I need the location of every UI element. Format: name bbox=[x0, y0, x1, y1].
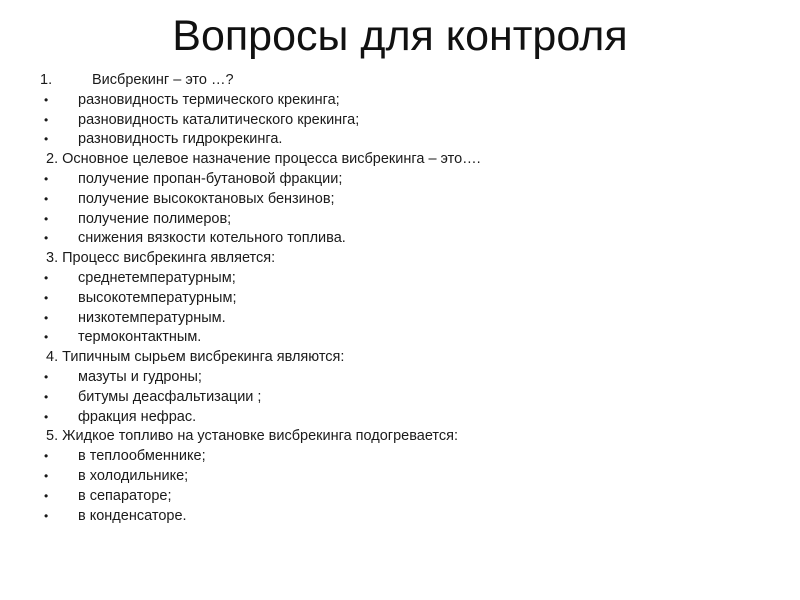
bullet-icon: • bbox=[44, 270, 49, 285]
question-text: Висбрекинг – это …? bbox=[92, 72, 234, 88]
slide-title: Вопросы для контроля bbox=[172, 12, 628, 60]
question-3: 3. Процесс висбрекинга является: bbox=[46, 250, 276, 267]
answer-option-text: разновидность гидрокрекинга. bbox=[78, 131, 283, 148]
answer-option bbox=[40, 269, 780, 289]
answer-option-text: в сепараторе; bbox=[78, 487, 172, 504]
answer-option-text: в конденсаторе. bbox=[78, 507, 187, 524]
answer-option bbox=[40, 190, 780, 210]
bullet-icon: • bbox=[44, 310, 49, 325]
answer-option bbox=[40, 91, 780, 111]
bullet-icon: • bbox=[44, 290, 49, 305]
answer-option-text: получение полимеров; bbox=[78, 210, 232, 227]
bullet-icon: • bbox=[44, 330, 49, 345]
question-4: 4. Типичным сырьем висбрекинга являются: bbox=[46, 349, 345, 366]
bullet-icon: • bbox=[44, 369, 49, 384]
bullet-icon: • bbox=[44, 488, 49, 503]
question-number: 1. bbox=[40, 72, 53, 88]
bullet-icon: • bbox=[44, 409, 49, 424]
bullet-icon: • bbox=[44, 389, 49, 404]
question-list bbox=[40, 71, 780, 526]
answer-option bbox=[40, 467, 780, 487]
answer-option-text: снижения вязкости котельного топлива. bbox=[78, 230, 346, 247]
answer-option bbox=[40, 408, 780, 428]
answer-option bbox=[40, 368, 780, 388]
bullet-icon: • bbox=[44, 508, 49, 523]
answer-option bbox=[40, 328, 780, 348]
answer-option-text: битумы деасфальтизации ; bbox=[78, 388, 262, 405]
answer-option bbox=[40, 289, 780, 309]
bullet-icon: • bbox=[44, 191, 49, 206]
answer-option bbox=[40, 170, 780, 190]
bullet-icon: • bbox=[44, 92, 49, 107]
answer-option-text: в теплообменнике; bbox=[78, 448, 206, 465]
bullet-icon: • bbox=[44, 112, 49, 127]
answer-option-text: высокотемпературным; bbox=[78, 289, 237, 306]
answer-option-text: в холодильнике; bbox=[78, 467, 189, 484]
bullet-icon: • bbox=[44, 449, 49, 464]
bullet-icon: • bbox=[44, 468, 49, 483]
bullet-icon: • bbox=[44, 211, 49, 226]
answer-option bbox=[40, 229, 780, 249]
answer-option-text: низкотемпературным. bbox=[78, 309, 226, 326]
answer-option-text: разновидность каталитического крекинга; bbox=[78, 111, 360, 128]
answer-option-text: термоконтактным. bbox=[78, 329, 202, 346]
answer-option-text: мазуты и гудроны; bbox=[78, 368, 202, 385]
bullet-icon: • bbox=[44, 132, 49, 147]
question-1 bbox=[40, 71, 780, 91]
answer-option bbox=[40, 447, 780, 467]
bullet-icon: • bbox=[44, 171, 49, 186]
answer-option bbox=[40, 487, 780, 507]
answer-option bbox=[40, 210, 780, 230]
answer-option bbox=[40, 388, 780, 408]
question-2: 2. Основное целевое назначение процесса висбрекинга – это…. bbox=[46, 151, 481, 168]
answer-option bbox=[40, 111, 780, 131]
answer-option-text: фракция нефрас. bbox=[78, 408, 197, 425]
answer-option bbox=[40, 130, 780, 150]
question-5: 5. Жидкое топливо на установке висбрекинга подогревается: bbox=[46, 428, 459, 445]
bullet-icon: • bbox=[44, 231, 49, 246]
answer-option-text: получение высококтановых бензинов; bbox=[78, 190, 335, 207]
answer-option-text: разновидность термического крекинга; bbox=[78, 91, 340, 108]
answer-option bbox=[40, 309, 780, 329]
answer-option-text: среднетемпературным; bbox=[78, 269, 236, 286]
answer-option bbox=[40, 507, 780, 527]
answer-option-text: получение пропан-бутановой фракции; bbox=[78, 170, 343, 187]
